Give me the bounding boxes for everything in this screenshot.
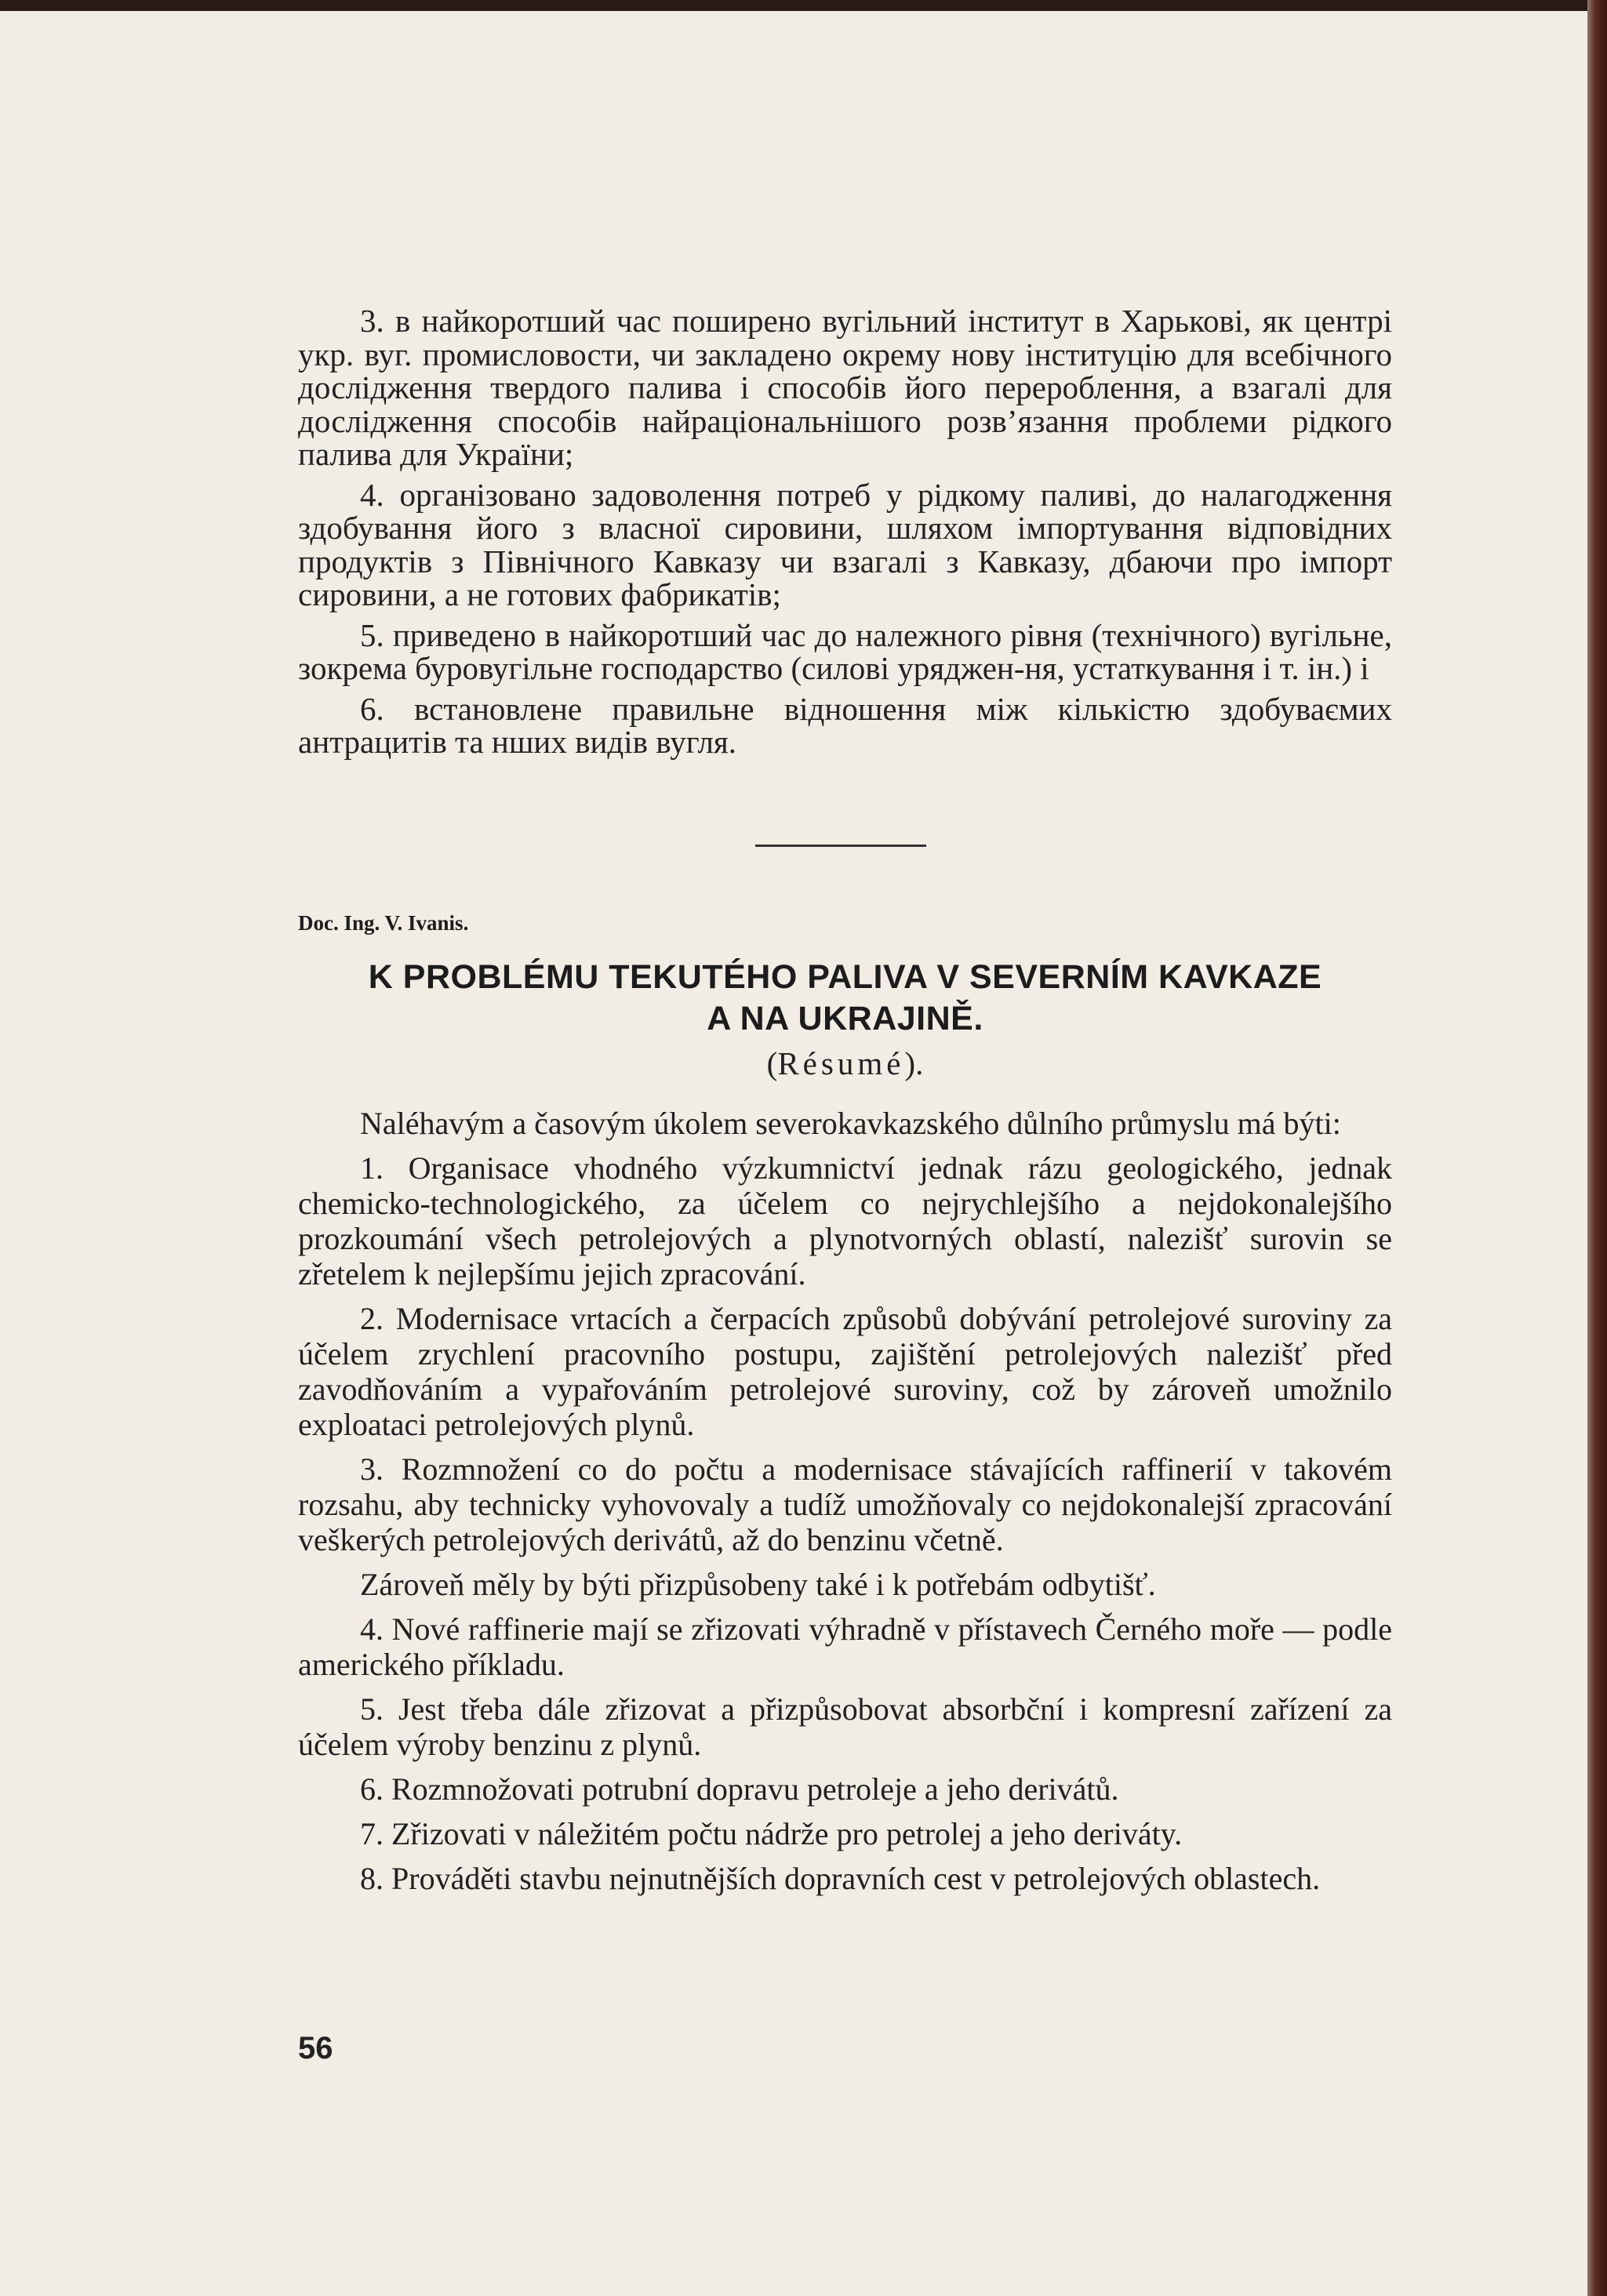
resume-label: Résumé: [777, 1045, 905, 1081]
cz-item-2: 2. Modernisace vrtacích a čerpacích způsobů dobývání petrolejové suroviny za účelem zrychlení pracovního postupu, zajištění petrolejových nalezišť před zavodňováním a vypařováním petrolejové suroviny, což by zároveň umožnilo exploataci petrolejových plynů.: [298, 1301, 1392, 1442]
ukrainian-text-section: [298, 304, 1392, 766]
cz-item-4: 4. Nové raffinerie mají se zřizovati výhradně v přístavech Černého moře — podle amerického příkladu.: [298, 1611, 1392, 1682]
cz-intro: Naléhavým a časovým úkolem severokavkazského důlního průmyslu má býti:: [360, 1106, 1341, 1141]
cz-item-5: 5. Jest třeba dále zřizovat a přizpůsobovat absorbční i kompresní zařízení za účelem výroby benzinu z plynů.: [298, 1691, 1392, 1762]
cz-item-3-note: Zároveň měly by býti přizpůsobeny také i k potřebám odbytišť.: [360, 1567, 1156, 1602]
book-binding-edge: [1587, 0, 1607, 2296]
cz-item-3: 3. Rozmnožení co do počtu a modernisace stávajících raffinerií v takovém rozsahu, aby technicky vyhovovaly a tudíž umožňovaly co nejdokonalejší zpracování veškerých petrolejových derivátů, až do benzinu včetně.: [298, 1451, 1392, 1557]
article-author: Doc. Ing. V. Ivanis.: [298, 911, 469, 935]
ua-paragraph-6: 6. встановлене правильне відношення між кількістю здобуваємих антрацитів та нших видів вугля.: [298, 690, 1392, 760]
scan-top-edge: [0, 0, 1607, 11]
article-title-line-1: K PROBLÉMU TEKUTÉHO PALIVA V SEVERNÍM KAVKAZE: [368, 958, 1322, 996]
section-divider: [755, 845, 926, 847]
page-number: 56: [298, 2031, 333, 2065]
cz-item-8: 8. Prováděti stavbu nejnutnějších dopravních cest v petrolejových oblastech.: [360, 1861, 1321, 1896]
article-title-line-2: A NA UKRAJINĚ.: [707, 1000, 983, 1037]
cz-item-1: 1. Organisace vhodného výzkumnictví jednak rázu geologického, jednak chemicko-technologického, za účelem co nejrychlejšího a nejdokonalejšího prozkoumání všech petrolejových a plynotvorných oblastí, nalezišť surovin se zřetelem k nejlepšímu jejich zpracování.: [298, 1150, 1392, 1292]
article-title: [298, 957, 1392, 1040]
ua-paragraph-4: 4. організовано задоволення потреб у рідкому паливі, до налагодження здобування його з власної сировини, шляхом імпортування відповідних продуктів з Північного Кавказу чи взагалі з Кавказу, дбаючи про імпорт сировини, а не готових фабрикатів;: [298, 476, 1392, 612]
czech-text-section: [298, 1106, 1392, 1905]
resume-heading: (Résumé).: [766, 1045, 924, 1081]
cz-item-7: 7. Zřizovati v náležitém počtu nádrže pro petrolej a jeho deriváty.: [360, 1816, 1183, 1851]
ua-paragraph-3: 3. в найкоротший час поширено вугільний інститут в Харькові, як центрі укр. вуг. промисловости, чи закладено окрему нову інституцію для всебічного дослідження твердого палива і способів його перероблення, а взагалі для дослідження способів найраціональнішого розв’язання проблеми рідкого палива для України;: [298, 303, 1392, 472]
ua-paragraph-5: 5. приведено в найкоротший час до належного рівня (технічного) вугільне, зокрема буровугільне господарство (силові уряджен-ня, устаткування і т. ін.) і: [298, 616, 1392, 686]
cz-item-6: 6. Rozmnožovati potrubní dopravu petroleje a jeho derivátů.: [360, 1771, 1119, 1807]
